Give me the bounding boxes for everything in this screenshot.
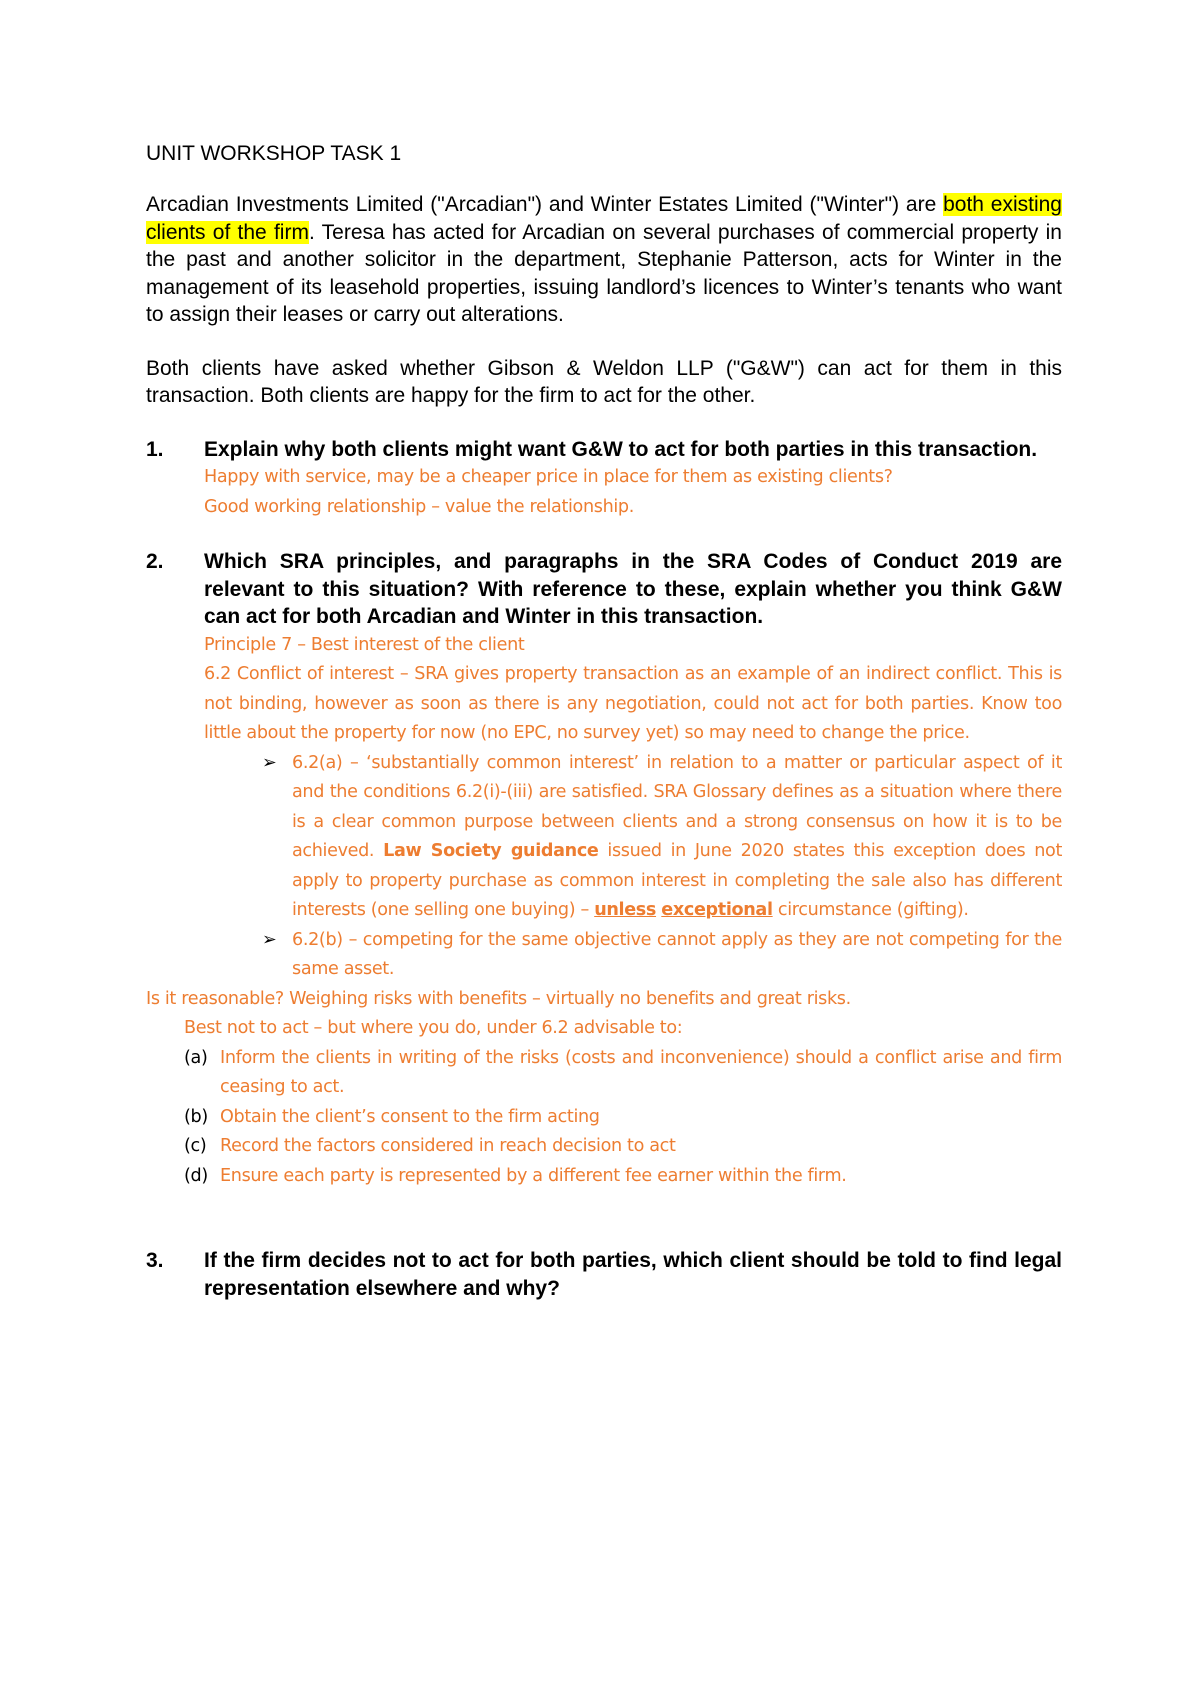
question-3-number: 3. — [146, 1249, 164, 1272]
list-letter: (c) — [184, 1136, 207, 1156]
bullet-item — [204, 926, 1062, 985]
question-1 — [146, 436, 1062, 523]
question-3-text: If the firm decides not to act for both parties, which client should be told to find legal representation elsewhere and why? — [204, 1249, 1062, 1300]
list-text: Ensure each party is represented by a different fee earner within the firm. — [220, 1165, 847, 1186]
question-2-number: 2. — [146, 550, 164, 573]
bold-text: Law Society guidance — [383, 841, 599, 861]
answer-2-best: Best not to act – but where you do, under 6.2 advisable to: — [184, 1018, 683, 1038]
underlined-text: unless — [594, 900, 657, 920]
intro-paragraph-2: Both clients have asked whether Gibson & Weldon LLP ("G&W") can act for them in this transaction. Both clients are happy for the firm to act for the other. — [146, 356, 1062, 407]
list-letter: (d) — [184, 1165, 208, 1186]
bullet-text-part: 6.2(a) – ‘substantially common interest’ in relation to a matter or particular aspect of it and the conditions 6.2(i)-(iii) are satisfied. SRA Glossary defines as a situation where there is a clear common purpose between clients and a strong consensus on how it is to be achieved. — [292, 752, 1062, 861]
answer-2-bullets — [204, 749, 1062, 985]
document-title: UNIT WORKSHOP TASK 1 — [146, 142, 402, 165]
arrow-bullet-icon: ➢ — [262, 929, 277, 950]
question-2-text: Which SRA principles, and paragraphs in the SRA Codes of Conduct 2019 are relevant to this situation? With reference to these, explain whether you think G&W can act for both Arcadian and Winter in this transaction. — [204, 550, 1062, 628]
list-item — [184, 1162, 1062, 1192]
list-item — [184, 1103, 1062, 1133]
answer-2-conflict: 6.2 Conflict of interest – SRA gives property transaction as an example of an indirect conflict. This is not binding, however as soon as there is any negotiation, could not act for both parties. Know too little about the property for now (no EPC, no survey yet) so may need to change the price. — [204, 664, 1062, 743]
bullet-text-6-2a — [292, 749, 1062, 926]
list-letter: (b) — [184, 1106, 208, 1127]
list-item — [184, 1132, 1062, 1162]
underlined-text: exceptional — [661, 900, 773, 920]
list-text: Record the factors considered in reach decision to act — [220, 1136, 676, 1156]
question-1-number: 1. — [146, 437, 164, 461]
answer-1-line-2: Good working relationship – value the relationship. — [204, 496, 634, 517]
bullet-item — [204, 749, 1062, 926]
answer-1-line-1: Happy with service, may be a cheaper price in place for them as existing clients? — [204, 467, 893, 487]
question-3 — [146, 1247, 1062, 1302]
bullet-text-6-2b: 6.2(b) – competing for the same objective cannot apply as they are not competing for the same asset. — [292, 929, 1062, 979]
intro-text-b: . Teresa has acted for Arcadian on several purchases of commercial property in the past and another solicitor in the department, Stephanie Patterson, acts for Winter in the management of its leasehold properties, issuing landlord’s licences to Winter’s tenants who want to assign their leases or carry out alterations. — [146, 220, 1062, 326]
highlighted-text: both existing clients of the firm — [146, 193, 1062, 244]
question-1-text: Explain why both clients might want G&W to act for both parties in this transaction. — [204, 437, 1038, 461]
document-page — [146, 140, 1062, 1302]
bullet-text-part: circumstance (gifting). — [772, 900, 969, 920]
list-letter: (a) — [184, 1047, 208, 1068]
bullet-text-part: issued in June 2020 states this exception does not apply to property purchase as common interest in completing the sale also has different interests (one selling one buying) – — [292, 841, 1062, 920]
list-text: Inform the clients in writing of the risks (costs and inconvenience) should a conflict arise and firm ceasing to act. — [220, 1047, 1062, 1097]
answer-2-principle: Principle 7 – Best interest of the client — [204, 634, 525, 655]
list-text: Obtain the client’s consent to the firm acting — [220, 1106, 600, 1127]
question-2 — [146, 548, 1062, 1191]
list-item — [184, 1044, 1062, 1103]
intro-paragraph-1 — [146, 191, 1062, 329]
intro-text-a: Arcadian Investments Limited ("Arcadian") and Winter Estates Limited ("Winter") are — [146, 193, 944, 216]
answer-2-list — [184, 1044, 1062, 1192]
answer-2-reasonable: Is it reasonable? Weighing risks with benefits – virtually no benefits and great risks. — [146, 988, 851, 1009]
arrow-bullet-icon: ➢ — [262, 752, 277, 773]
